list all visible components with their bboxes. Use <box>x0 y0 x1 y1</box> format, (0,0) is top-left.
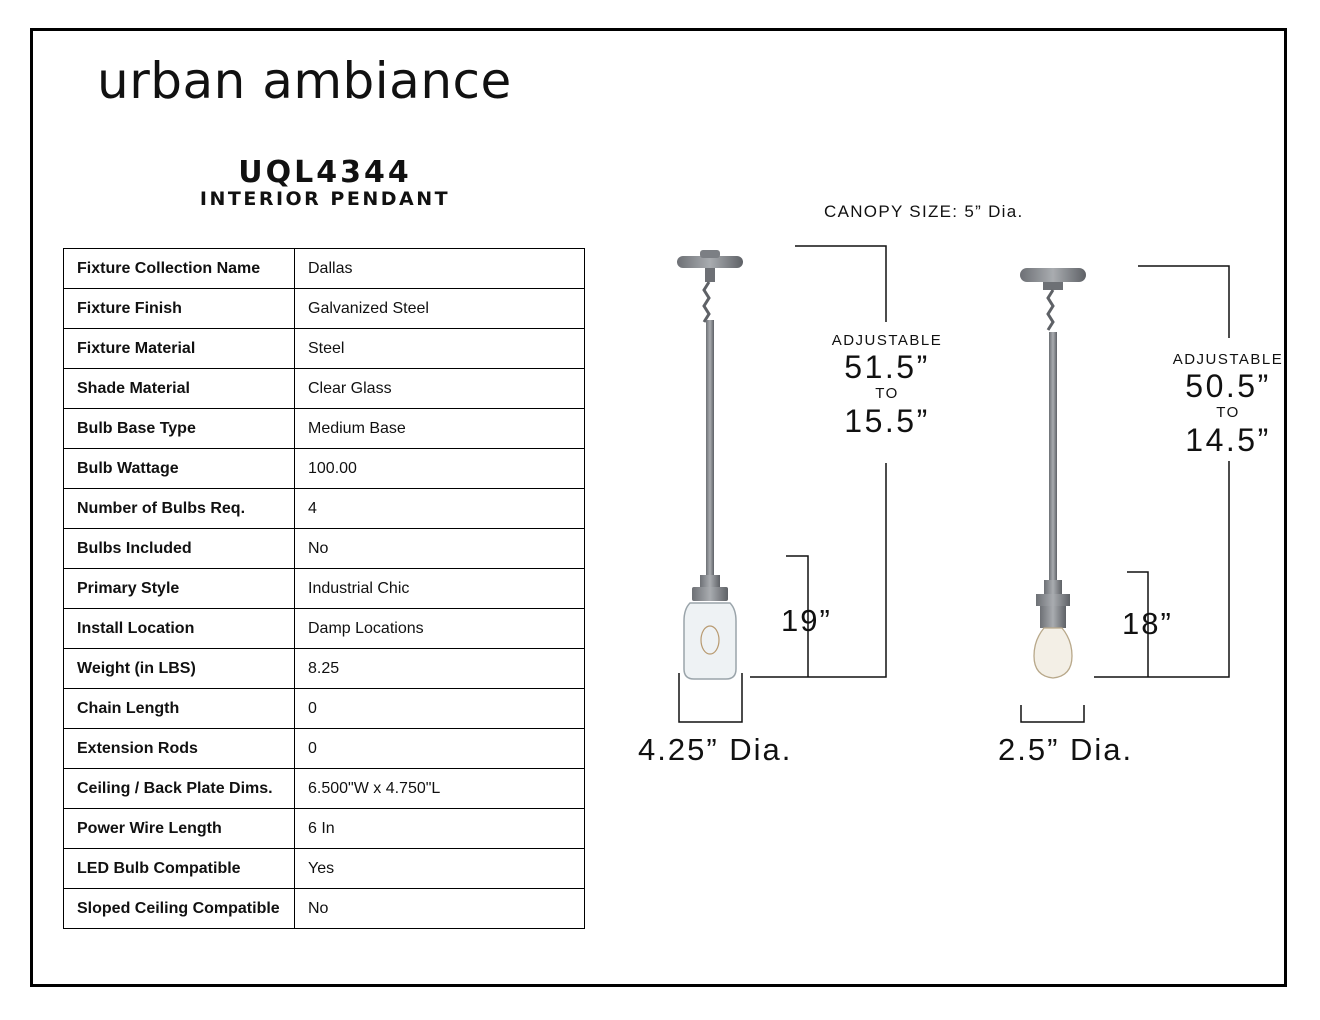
brand-logo: urban ambiance <box>97 52 512 110</box>
spec-label: Ceiling / Back Plate Dims. <box>64 769 295 809</box>
spec-label: Extension Rods <box>64 729 295 769</box>
spec-value: Steel <box>295 329 585 369</box>
right-bulb <box>1034 628 1072 678</box>
spec-label: Bulb Base Type <box>64 409 295 449</box>
spec-label: Weight (in LBS) <box>64 649 295 689</box>
left-swivel <box>705 268 715 282</box>
spec-label: Power Wire Length <box>64 809 295 849</box>
spec-label: Fixture Collection Name <box>64 249 295 289</box>
spec-value: Dallas <box>295 249 585 289</box>
left-diameter-label: 4.25” Dia. <box>638 732 793 767</box>
spec-value: No <box>295 889 585 929</box>
right-rod <box>1049 332 1057 582</box>
right-canopy <box>1020 268 1086 282</box>
spec-value: Clear Glass <box>295 369 585 409</box>
right-socket-body <box>1040 606 1066 628</box>
spec-label: Sloped Ceiling Compatible <box>64 889 295 929</box>
spec-label: Fixture Finish <box>64 289 295 329</box>
canopy-size-label: CANOPY SIZE: 5” Dia. <box>824 202 1024 221</box>
spec-label: Fixture Material <box>64 329 295 369</box>
left-glass-jar <box>684 603 736 679</box>
left-height-label: 19” <box>781 603 832 638</box>
right-swivel <box>1043 282 1063 290</box>
spec-value: No <box>295 529 585 569</box>
spec-value: Yes <box>295 849 585 889</box>
right-to-label: TO <box>1216 404 1240 421</box>
right-adjustable-label: ADJUSTABLE <box>1172 351 1284 368</box>
left-socket-collar <box>700 575 720 587</box>
spec-value: Medium Base <box>295 409 585 449</box>
left-chain <box>704 282 709 322</box>
spec-value: 4 <box>295 489 585 529</box>
left-canopy-cap <box>700 250 720 258</box>
spec-value: 0 <box>295 729 585 769</box>
product-subtitle: INTERIOR PENDANT <box>199 188 451 210</box>
spec-value: Galvanized Steel <box>295 289 585 329</box>
spec-value: 0 <box>295 689 585 729</box>
right-chain <box>1048 290 1053 330</box>
spec-value: Damp Locations <box>295 609 585 649</box>
spec-label: Chain Length <box>64 689 295 729</box>
spec-label: Bulb Wattage <box>64 449 295 489</box>
model-number: UQL4344 <box>238 155 412 190</box>
left-rod <box>706 320 714 580</box>
spec-label: Primary Style <box>64 569 295 609</box>
right-socket-top <box>1044 580 1062 594</box>
right-pendant-drawing <box>1020 266 1229 722</box>
spec-value: 100.00 <box>295 449 585 489</box>
left-pendant-drawing <box>677 246 886 722</box>
spec-value: 6 In <box>295 809 585 849</box>
spec-label: Bulbs Included <box>64 529 295 569</box>
spec-value: Industrial Chic <box>295 569 585 609</box>
left-to-label: TO <box>875 385 899 402</box>
spec-value: 6.500"W x 4.750"L <box>295 769 585 809</box>
left-min-length: 15.5” <box>844 403 930 439</box>
spec-label: LED Bulb Compatible <box>64 849 295 889</box>
right-socket-ring <box>1036 594 1070 606</box>
left-max-length: 51.5” <box>844 349 930 385</box>
left-adjustable-label: ADJUSTABLE <box>831 332 943 349</box>
left-jar-lid <box>692 587 728 601</box>
spec-label: Install Location <box>64 609 295 649</box>
spec-label: Shade Material <box>64 369 295 409</box>
right-max-length: 50.5” <box>1185 368 1271 404</box>
spec-value: 8.25 <box>295 649 585 689</box>
spec-label: Number of Bulbs Req. <box>64 489 295 529</box>
right-height-label: 18” <box>1122 606 1173 641</box>
right-diameter-label: 2.5” Dia. <box>998 732 1134 767</box>
right-min-length: 14.5” <box>1185 422 1271 458</box>
